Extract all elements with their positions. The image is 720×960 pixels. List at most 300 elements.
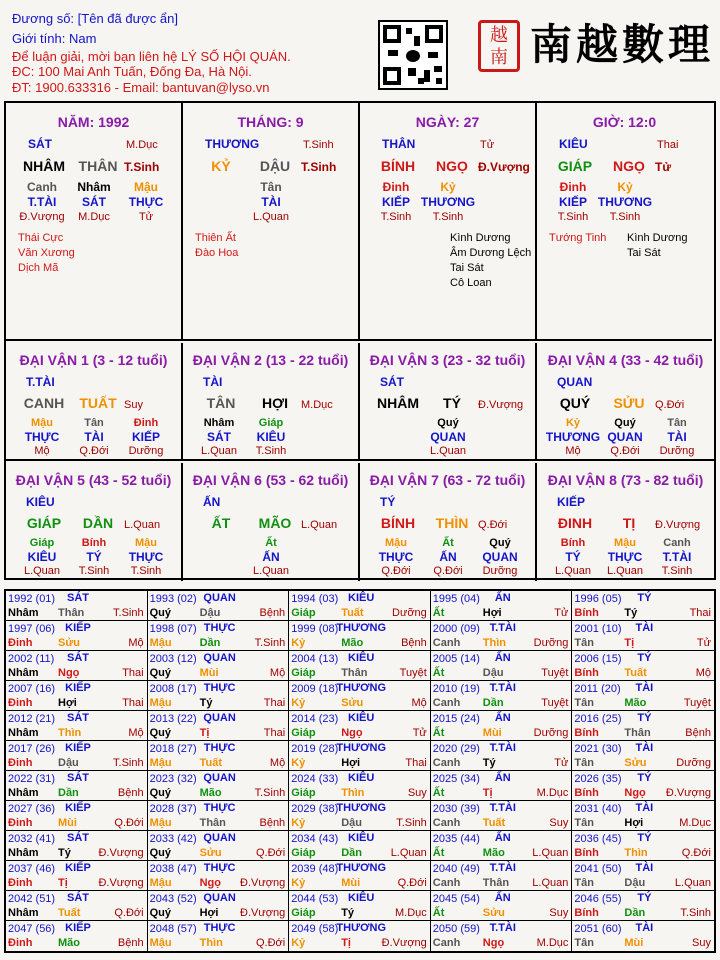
year-ten-god: ẤN	[494, 892, 511, 904]
year-label: 2030 (39)	[432, 803, 480, 815]
year-ten-god: KIÊU	[348, 772, 375, 784]
year-branch: Mão	[624, 697, 647, 709]
year-state: M.Dục	[679, 817, 711, 829]
year-stem: Nhâm	[8, 667, 39, 679]
year-state: Bệnh	[259, 817, 286, 829]
dai-van-ten-god: TÀI	[203, 375, 223, 389]
year-cell	[6, 621, 148, 651]
year-state: Thai	[122, 667, 144, 679]
hidden-stem: Canh	[663, 537, 691, 549]
year-cell	[289, 651, 431, 681]
dai-van-branch-state: Đ.Vượng	[478, 399, 524, 411]
dai-van-cell	[6, 343, 183, 461]
earthly-branch: DẬU	[259, 158, 291, 174]
year-cell	[289, 921, 431, 951]
hidden-state: Dưỡng	[659, 445, 695, 457]
year-ten-god: SÁT	[67, 772, 89, 784]
year-state: Suy	[549, 907, 569, 919]
year-state: Tuyệt	[541, 697, 569, 709]
year-ten-god: QUAN	[203, 892, 236, 904]
contact-note: Để luận giải, mời bạn liên hệ LÝ SỐ HỘI QUÁN.	[12, 49, 291, 64]
year-cell	[148, 621, 290, 651]
year-ten-god: TÝ	[637, 832, 652, 844]
year-state: Tuyệt	[541, 667, 569, 679]
dai-van-ten-god: QUAN	[557, 375, 593, 389]
year-ten-god: ẤN	[494, 592, 511, 604]
year-label: 2018 (27)	[149, 743, 197, 755]
year-branch: Hợi	[58, 697, 77, 709]
year-state: Suy	[549, 817, 569, 829]
year-stem: Canh	[432, 697, 461, 709]
year-cell	[431, 861, 573, 891]
year-cell	[572, 651, 714, 681]
year-stem: Tân	[574, 637, 594, 649]
year-state: T.Sinh	[680, 907, 711, 919]
year-label: 2028 (37)	[149, 803, 197, 815]
year-state: Thai	[122, 697, 144, 709]
dai-van-branch: HỢI	[262, 395, 288, 411]
year-label: 2029 (38)	[291, 803, 339, 815]
branch-state: Đ.Vượng	[478, 160, 530, 174]
year-label: 2045 (54)	[432, 893, 480, 905]
hidden-stem: Đinh	[133, 417, 159, 429]
dai-van-cell	[537, 463, 714, 581]
year-state: Bệnh	[117, 937, 144, 949]
heavenly-stem: NHÂM	[23, 158, 65, 174]
year-branch: Ngọ	[199, 877, 221, 889]
year-cell	[289, 831, 431, 861]
hidden-state: L.Quan	[252, 565, 290, 577]
hidden-state: M.Dục	[78, 211, 110, 223]
hidden-stem: Ất	[442, 537, 454, 549]
year-state: M.Dục	[536, 937, 569, 949]
year-ten-god: THỰC	[203, 682, 236, 694]
year-state: Suy	[692, 937, 711, 949]
year-cell	[6, 771, 148, 801]
year-stem: Ất	[432, 667, 445, 679]
hidden-ten-god: THƯƠNG	[545, 430, 601, 444]
year-label: 1999 (08)	[291, 623, 339, 635]
year-label: 2050 (59)	[432, 923, 480, 935]
dai-van-branch-state: L.Quan	[124, 519, 161, 531]
hidden-state: T.Sinh	[78, 565, 110, 577]
year-ten-god: THỰC	[203, 802, 236, 814]
year-ten-god: KIÊU	[348, 592, 375, 604]
year-label: 2023 (32)	[149, 773, 197, 785]
year-cell	[431, 771, 573, 801]
dai-van-branch: SỬU	[613, 395, 645, 411]
year-state: Mộ	[411, 697, 427, 709]
year-stem: Bính	[574, 607, 599, 619]
year-stem: Mậu	[149, 697, 172, 709]
heavenly-stem: BÍNH	[380, 158, 416, 174]
stem-state: Thai	[657, 139, 679, 151]
year-branch: Dậu	[624, 877, 646, 889]
year-label: 2043 (52)	[149, 893, 197, 905]
year-state: Q.Đới	[114, 907, 144, 919]
hidden-ten-god: ẤN	[262, 550, 280, 564]
dai-van-cell	[6, 463, 183, 581]
hidden-state: T.Sinh	[380, 211, 412, 223]
year-cell	[289, 891, 431, 921]
year-branch: Dậu	[199, 607, 221, 619]
year-stem: Đinh	[8, 697, 33, 709]
year-state: Bệnh	[259, 607, 286, 619]
ten-god-stem: KIÊU	[559, 137, 588, 151]
hidden-state: Đ.Vượng	[19, 211, 65, 223]
year-state: Mộ	[269, 757, 286, 769]
hidden-state: L.Quan	[429, 445, 467, 457]
year-label: 2015 (24)	[432, 713, 480, 725]
stem-state: M.Dục	[126, 139, 158, 151]
year-stem: Nhâm	[8, 727, 39, 739]
year-ten-god: ẤN	[494, 652, 511, 664]
dai-van-branch-state: Q.Đới	[655, 399, 685, 411]
hidden-ten-god: SÁT	[207, 430, 231, 444]
year-cell	[6, 591, 148, 621]
owner-label: Đương số:	[12, 11, 75, 26]
year-state: Mộ	[695, 667, 711, 679]
year-label: 1996 (05)	[574, 593, 622, 605]
year-branch: Dần	[58, 787, 79, 799]
earthly-branch: THÂN	[78, 158, 118, 174]
hidden-stem: Mậu	[135, 537, 157, 549]
year-state: Tuyệt	[399, 667, 427, 679]
heavenly-stem: GIÁP	[557, 158, 593, 174]
year-branch: Tị	[58, 877, 68, 889]
year-label: 2026 (35)	[574, 773, 622, 785]
hidden-stem: Canh	[27, 180, 57, 194]
dai-van-ten-god: ẤN	[203, 495, 221, 509]
year-stem: Tân	[574, 937, 594, 949]
year-label: 2038 (47)	[149, 863, 197, 875]
phone-email[interactable]: ĐT: 1900.633316 - Email: bantuvan@lyso.vn	[12, 80, 270, 95]
hidden-state: T.Sinh	[661, 565, 693, 577]
dai-van-title: ĐẠI VẬN 7 (63 - 72 tuổi)	[369, 472, 526, 488]
year-stem: Bính	[574, 907, 599, 919]
year-state: T.Sinh	[113, 607, 144, 619]
year-label: 2047 (56)	[8, 923, 56, 935]
year-ten-god: THƯƠNG	[336, 802, 387, 814]
year-label: 2002 (11)	[8, 653, 55, 665]
year-state: Đ.Vượng	[240, 877, 286, 889]
hidden-ten-god: T.TÀI	[27, 195, 57, 209]
year-cell	[289, 801, 431, 831]
hidden-stem: Kỷ	[565, 417, 581, 429]
year-cell	[572, 771, 714, 801]
year-branch: Tuất	[341, 607, 364, 619]
hidden-stem: Mậu	[614, 537, 636, 549]
year-ten-god: THƯƠNG	[336, 622, 387, 634]
hidden-ten-god: KIẾP	[558, 195, 587, 209]
hidden-ten-god: QUAN	[482, 550, 518, 564]
year-state: Thai	[689, 607, 711, 619]
year-stem: Quý	[149, 667, 171, 679]
year-label: 2040 (49)	[432, 863, 480, 875]
year-ten-god: SÁT	[67, 892, 89, 904]
year-branch: Hợi	[482, 607, 502, 619]
year-state: Dưỡng	[533, 727, 569, 739]
year-branch: Ngọ	[341, 727, 363, 739]
year-stem: Đinh	[8, 637, 33, 649]
star-right: Kình Dương	[627, 232, 688, 244]
hidden-stem: Tân	[84, 417, 104, 429]
dai-van-stem: QUÝ	[559, 395, 591, 411]
dai-van-cell	[360, 343, 537, 461]
dai-van-stem: CANH	[23, 395, 65, 411]
year-cell	[148, 681, 290, 711]
year-stem: Canh	[432, 937, 461, 949]
year-ten-god: THỰC	[203, 922, 236, 934]
year-branch: Thìn	[199, 937, 223, 949]
year-ten-god: T.TÀI	[489, 742, 516, 754]
year-stem: Mậu	[149, 637, 172, 649]
year-state: Thai	[263, 727, 286, 739]
year-branch: Tuất	[624, 667, 647, 679]
year-stem: Nhâm	[8, 787, 39, 799]
year-state: Tử	[412, 727, 427, 739]
dai-van-stem: TÂN	[206, 395, 236, 411]
year-label: 2044 (53)	[291, 893, 339, 905]
year-cell	[148, 711, 290, 741]
hidden-state: T.Sinh	[609, 211, 641, 223]
year-cell	[431, 801, 573, 831]
year-ten-god: KIẾP	[65, 862, 91, 874]
hidden-ten-god: TÝ	[565, 550, 581, 564]
branch-state: T.Sinh	[301, 160, 337, 174]
year-stem: Canh	[432, 757, 461, 769]
stem-state: Tử	[480, 139, 495, 151]
dai-van-title: ĐẠI VẬN 6 (53 - 62 tuổi)	[192, 472, 349, 488]
year-state: Mộ	[269, 667, 286, 679]
hidden-ten-god: THỰC	[607, 550, 643, 564]
year-label: 2034 (43)	[291, 833, 339, 845]
year-cell	[572, 711, 714, 741]
hidden-state: L.Quan	[200, 445, 238, 457]
year-label: 2010 (19)	[432, 683, 480, 695]
year-label: 2025 (34)	[432, 773, 480, 785]
year-ten-god: TÝ	[637, 892, 652, 904]
hidden-stem: Quý	[614, 417, 636, 429]
year-label: 2006 (15)	[574, 653, 622, 665]
hidden-state: Mộ	[34, 445, 50, 457]
year-ten-god: TÀI	[635, 922, 654, 934]
year-state: Q.Đới	[114, 817, 144, 829]
dai-van-branch: DẦN	[82, 515, 114, 531]
year-ten-god: KIÊU	[348, 712, 375, 724]
ten-god-stem: THƯƠNG	[205, 137, 260, 151]
year-ten-god: TÀI	[635, 742, 654, 754]
year-branch: Ngọ	[624, 787, 646, 799]
year-stem: Kỷ	[291, 757, 306, 769]
dai-van-branch-state: L.Quan	[301, 519, 338, 531]
hidden-ten-god: T.TÀI	[662, 550, 692, 564]
year-state: Dưỡng	[392, 607, 427, 619]
stem-state: T.Sinh	[303, 139, 334, 151]
year-state: L.Quan	[390, 847, 427, 859]
hidden-ten-god: KIÊU	[256, 430, 286, 444]
year-label: 1995 (04)	[432, 593, 480, 605]
year-state: Mộ	[128, 637, 144, 649]
year-cell	[6, 681, 148, 711]
year-ten-god: QUAN	[203, 712, 236, 724]
hidden-ten-god: THƯƠNG	[420, 195, 476, 209]
year-cell	[572, 681, 714, 711]
year-ten-god: THƯƠNG	[336, 922, 387, 934]
year-branch: Sửu	[482, 907, 505, 919]
dai-van-title: ĐẠI VẬN 8 (73 - 82 tuổi)	[547, 472, 704, 488]
year-branch: Sửu	[624, 757, 647, 769]
owner-value: [Tên đã được ẩn]	[77, 11, 178, 26]
hidden-ten-god: THƯƠNG	[597, 195, 653, 209]
year-ten-god: SÁT	[67, 592, 89, 604]
year-branch: Sửu	[199, 847, 222, 859]
year-branch: Ngọ	[482, 937, 505, 949]
year-branch: Dậu	[58, 757, 79, 769]
year-stem: Nhâm	[8, 607, 39, 619]
year-branch: Tị	[482, 787, 493, 799]
year-cell	[148, 741, 290, 771]
earthly-branch: NGỌ	[436, 158, 468, 174]
qr-code-icon	[378, 20, 448, 90]
year-stem: Đinh	[8, 757, 33, 769]
year-cell	[572, 891, 714, 921]
year-state: Tử	[696, 637, 711, 649]
year-branch: Dần	[341, 847, 362, 859]
hidden-state: T.Sinh	[255, 445, 287, 457]
year-label: 2000 (09)	[432, 623, 480, 635]
year-stem: Mậu	[149, 877, 172, 889]
year-cell	[431, 741, 573, 771]
year-ten-god: TÝ	[637, 772, 652, 784]
year-cell	[289, 861, 431, 891]
year-cell	[572, 921, 714, 951]
star-right: Tai Sát	[450, 262, 484, 274]
year-stem: Giáp	[291, 607, 316, 619]
year-state: Đ.Vượng	[98, 847, 144, 859]
year-cell	[148, 921, 290, 951]
year-cell	[289, 711, 431, 741]
year-cell	[289, 591, 431, 621]
year-state: Thai	[405, 757, 427, 769]
hidden-stem: Nhâm	[203, 417, 235, 429]
year-cell	[6, 861, 148, 891]
year-label: 2003 (12)	[149, 653, 197, 665]
year-ten-god: KIẾP	[65, 802, 91, 814]
year-ten-god: SÁT	[67, 652, 89, 664]
year-label: 2031 (40)	[574, 803, 622, 815]
year-cell	[572, 621, 714, 651]
year-label: 2014 (23)	[291, 713, 339, 725]
hidden-stem: Mậu	[385, 537, 407, 549]
year-branch: Thân	[624, 727, 651, 739]
hidden-ten-god: TÀI	[84, 430, 104, 444]
hidden-ten-god: KIÊU	[27, 550, 57, 564]
year-ten-god: TÀI	[635, 622, 654, 634]
year-cell	[148, 801, 290, 831]
pillar-cell	[183, 103, 360, 341]
star-right: Âm Dương Lệch	[450, 247, 532, 259]
year-branch: Thìn	[482, 637, 507, 649]
year-cell	[289, 771, 431, 801]
year-label: 2005 (14)	[432, 653, 480, 665]
year-ten-god: KIẾP	[65, 622, 91, 634]
year-stem: Bính	[574, 727, 599, 739]
year-cell	[572, 831, 714, 861]
year-stem: Bính	[574, 847, 599, 859]
year-stem: Giáp	[291, 727, 316, 739]
year-ten-god: KIẾP	[65, 922, 91, 934]
year-stem: Ất	[432, 847, 445, 859]
year-stem: Ất	[432, 727, 445, 739]
year-branch: Sửu	[341, 697, 364, 709]
year-label: 2051 (60)	[574, 923, 622, 935]
hidden-state: Q.Đới	[433, 565, 463, 577]
hidden-state: T.Sinh	[130, 565, 162, 577]
ten-god-stem: SÁT	[28, 137, 52, 151]
year-stem: Ất	[432, 907, 445, 919]
year-stem: Giáp	[291, 847, 316, 859]
year-stem: Kỷ	[291, 877, 306, 889]
hidden-ten-god: QUAN	[607, 430, 643, 444]
year-ten-god: T.TÀI	[489, 622, 516, 634]
year-ten-god: T.TÀI	[489, 862, 516, 874]
year-stem: Tân	[574, 877, 594, 889]
dai-van-ten-god: T.TÀI	[26, 375, 55, 389]
year-cell	[6, 651, 148, 681]
ten-god-stem: THÂN	[382, 137, 416, 151]
owner-line	[12, 11, 178, 27]
year-state: Bệnh	[401, 637, 427, 649]
hidden-ten-god: KIẾP	[131, 430, 160, 444]
year-stem: Quý	[149, 787, 171, 799]
hidden-state: Q.Đới	[610, 445, 640, 457]
brand-logo: 南越數理	[530, 20, 715, 69]
year-branch: Sửu	[58, 637, 81, 649]
year-ten-god: T.TÀI	[489, 802, 516, 814]
year-cell	[148, 591, 290, 621]
year-state: Đ.Vượng	[665, 787, 711, 799]
year-branch: Dậu	[341, 817, 362, 829]
year-cell	[431, 891, 573, 921]
year-label: 2009 (18)	[291, 683, 339, 695]
year-stem: Mậu	[149, 937, 172, 949]
hidden-stem: Bính	[560, 537, 586, 549]
branch-state: T.Sinh	[124, 160, 160, 174]
year-label: 2048 (57)	[149, 923, 197, 935]
star-left: Tướng Tinh	[549, 232, 607, 244]
year-branch: Mão	[341, 637, 364, 649]
hidden-stem: Đinh	[382, 180, 410, 194]
year-label: 2037 (46)	[8, 863, 56, 875]
dai-van-branch: TUẤT	[79, 395, 117, 411]
branch-state: Tử	[655, 160, 672, 174]
dai-van-branch-state: Đ.Vượng	[655, 519, 701, 531]
gender-label: Giới tính:	[12, 31, 66, 46]
year-cell	[148, 861, 290, 891]
year-label: 2042 (51)	[8, 893, 56, 905]
year-state: T.Sinh	[254, 637, 286, 649]
dai-van-branch: THÌN	[435, 515, 469, 531]
year-branch: Thân	[58, 607, 85, 619]
year-ten-god: TÀI	[635, 682, 654, 694]
year-cell	[6, 711, 148, 741]
year-stem: Canh	[432, 817, 461, 829]
hidden-state: Mộ	[565, 445, 581, 457]
year-label: 2001 (10)	[574, 623, 622, 635]
year-stem: Kỷ	[291, 817, 306, 829]
hidden-stem: Bính	[81, 537, 107, 549]
